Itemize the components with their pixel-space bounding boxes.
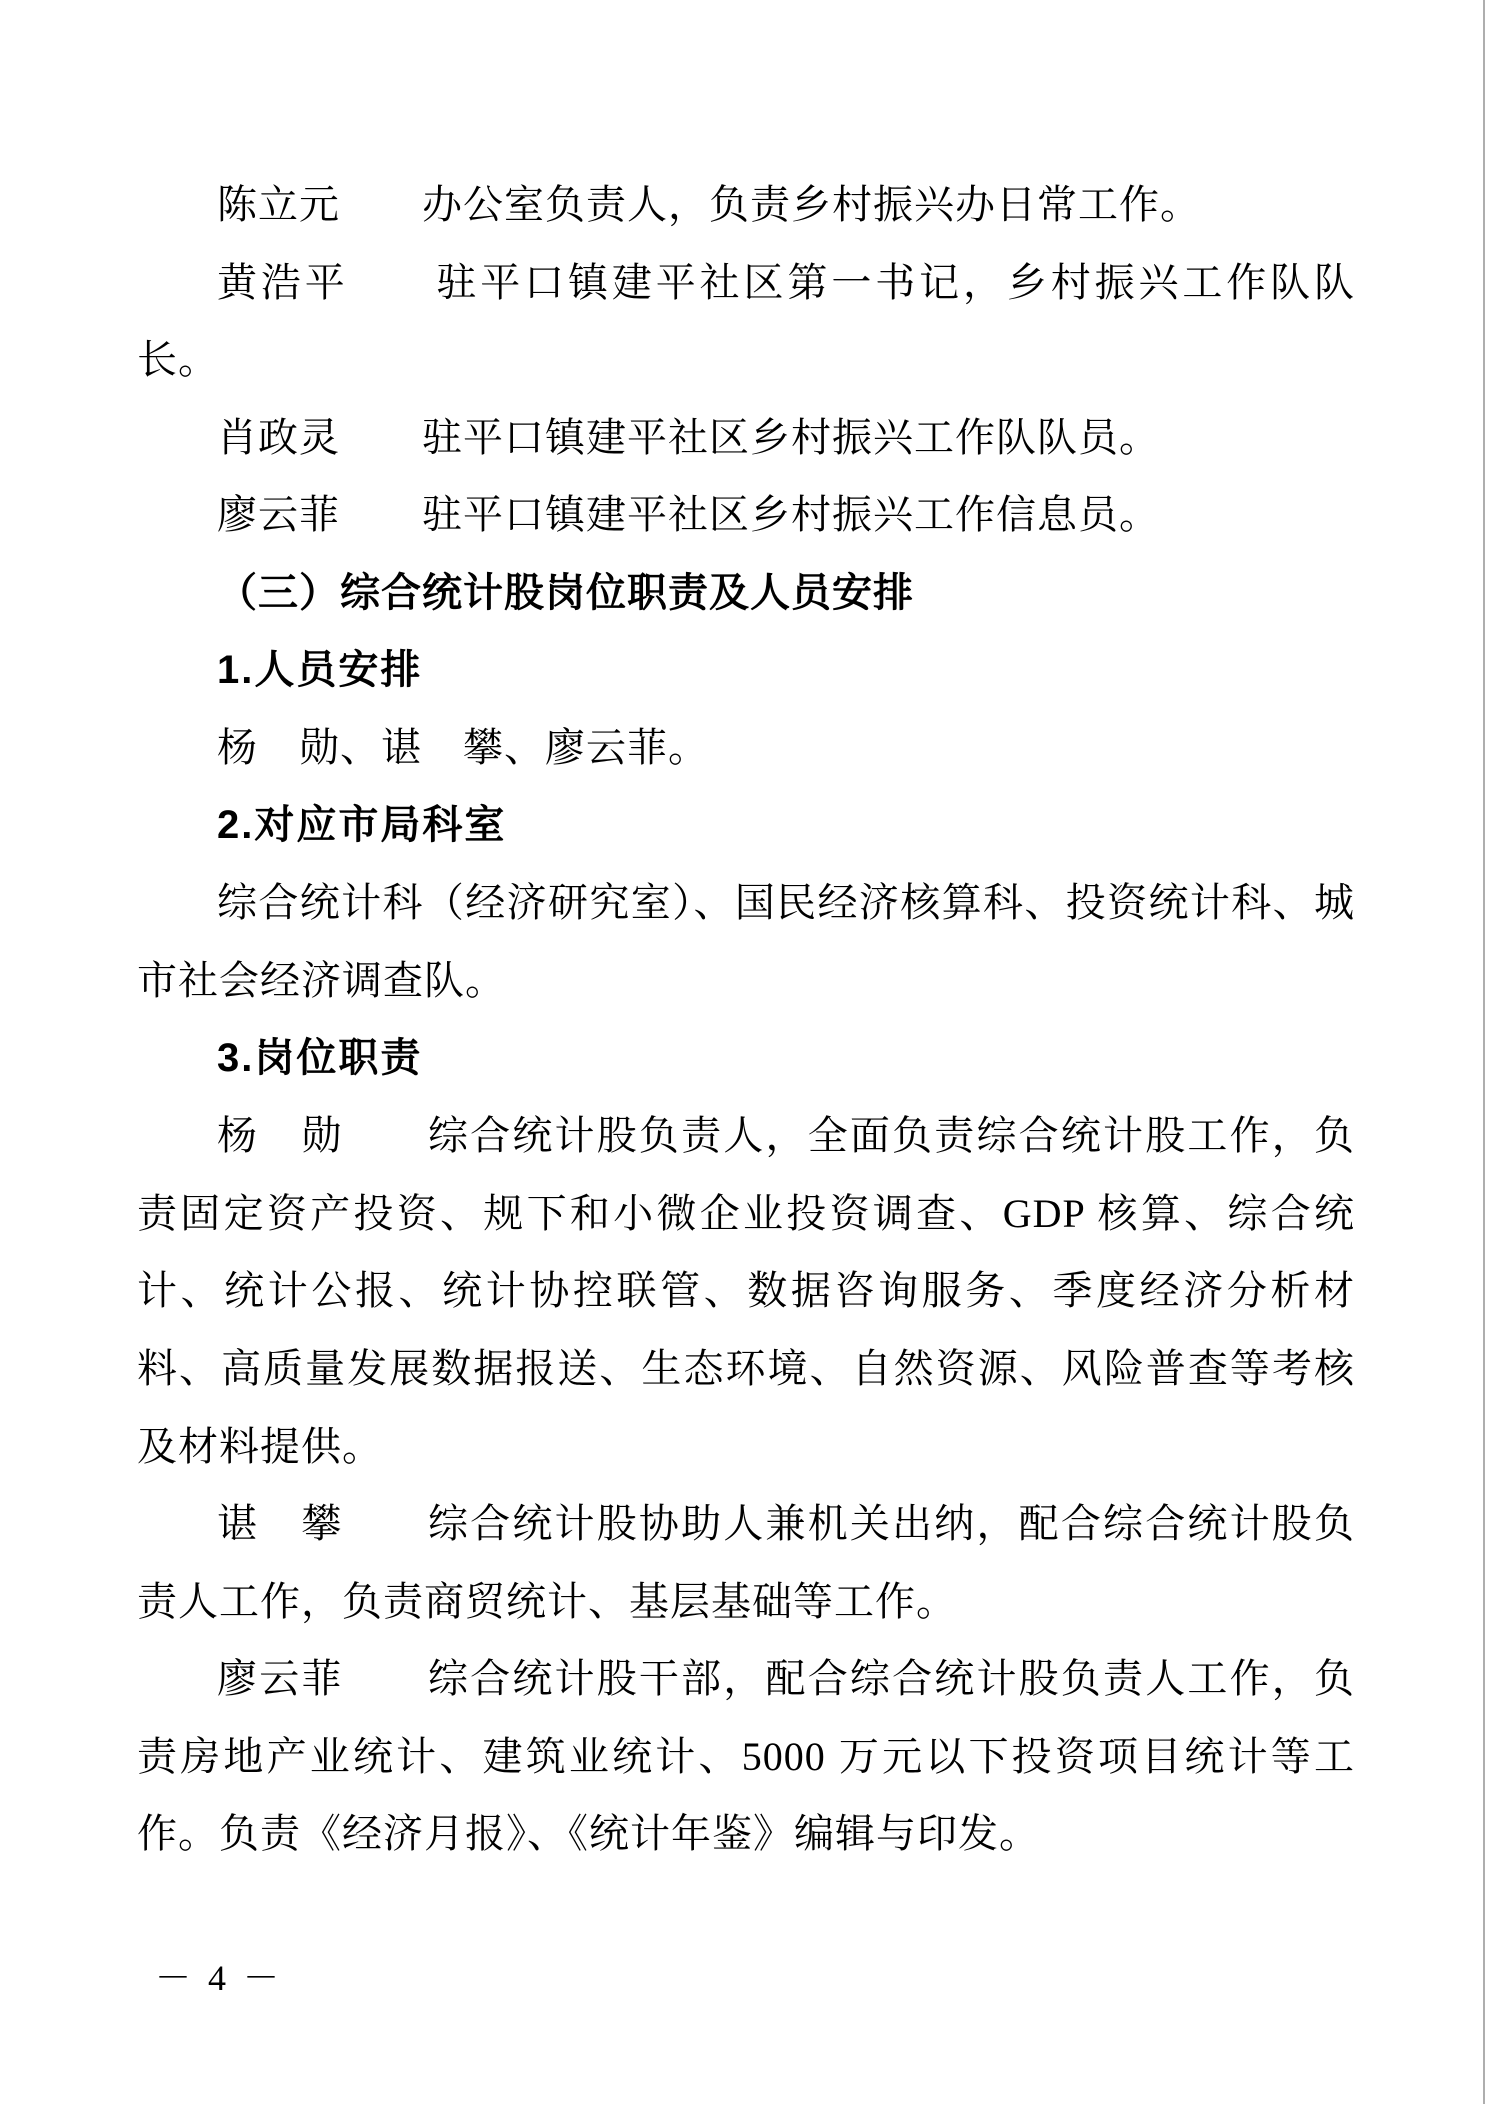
paragraph-liao-yunfei-duties: 廖云菲 综合统计股干部，配合综合统计股负责人工作，负责房地产业统计、建筑业统计、5000 万元以下投资项目统计等工作。负责《经济月报》、《统计年鉴》编辑与印发。 bbox=[137, 1656, 1355, 1857]
document-body bbox=[137, 166, 1355, 1873]
paragraph-liao-yunfei: 廖云菲 驻平口镇建平社区乡村振兴工作信息员。 bbox=[217, 492, 1160, 538]
paragraph-xiao-zhengling: 肖政灵 驻平口镇建平社区乡村振兴工作队队员。 bbox=[217, 414, 1160, 460]
page-number: － 4 － bbox=[155, 1958, 284, 1998]
paragraph-huang-haoping: 黄浩平 驻平口镇建平社区第一书记，乡村振兴工作队队长。 bbox=[137, 259, 1355, 383]
paragraph-yang-xun-duties: 杨 勋 综合统计股负责人，全面负责综合统计股工作，负责固定资产投资、规下和小微企业投资调查、GDP 核算、综合统计、统计公报、统计协控联管、数据咨询服务、季度经济分析材料、高质量发展数据报送、生态环境、自然资源、风险普查等考核及材料提供。 bbox=[137, 1113, 1355, 1469]
paragraph-chen-pan-duties: 谌 攀 综合统计股协助人兼机关出纳，配合综合统计股负责人工作，负责商贸统计、基层基础等工作。 bbox=[137, 1501, 1355, 1624]
section-heading-three: （三）综合统计股岗位职责及人员安排 bbox=[217, 569, 914, 615]
paragraph-personnel-list: 杨 勋、谌 攀、廖云菲。 bbox=[217, 725, 709, 771]
page-edge-line bbox=[1483, 0, 1485, 2104]
paragraph-chen-liyuan: 陈立元 办公室负责人，负责乡村振兴办日常工作。 bbox=[217, 182, 1201, 227]
subheading-duties: 3.岗位职责 bbox=[217, 1035, 423, 1080]
subheading-personnel: 1.人员安排 bbox=[217, 647, 423, 692]
paragraph-bureau-offices: 综合统计科（经济研究室）、国民经济核算科、投资统计科、城市社会经济调查队。 bbox=[137, 880, 1355, 1003]
subheading-bureau-offices: 2.对应市局科室 bbox=[217, 802, 507, 847]
